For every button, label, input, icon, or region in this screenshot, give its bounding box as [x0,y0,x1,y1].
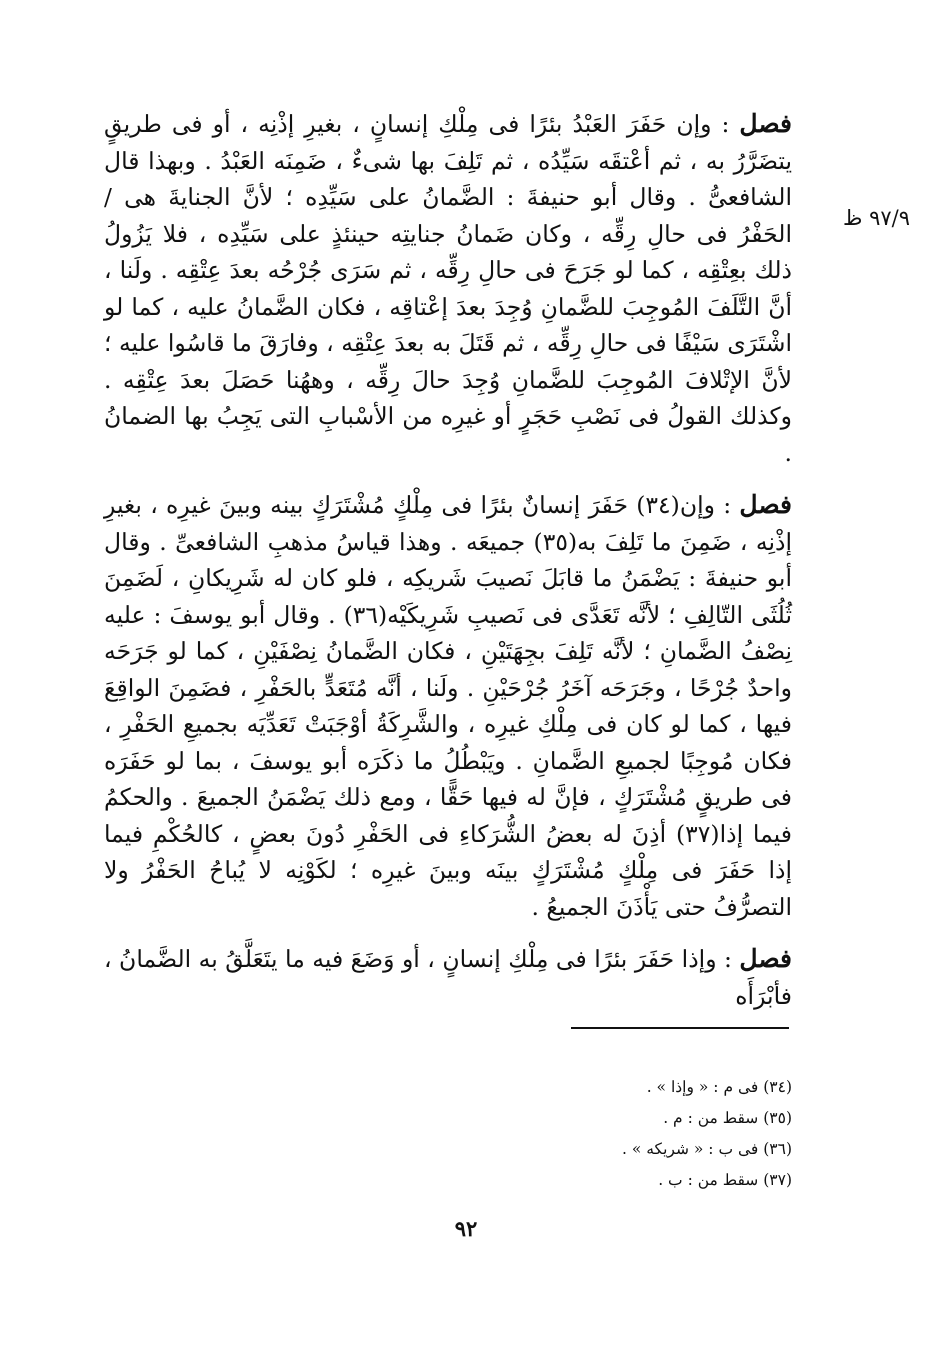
footnote-34: (٣٤) فى م : « وإذا » . [646,1078,792,1096]
main-text [104,106,792,1030]
footnotes [560,1072,792,1196]
paragraph-text: : وإن حَفَرَ العَبْدُ بئرًا فى مِلْكِ إنسانٍ ، بغيرِ إذْنِه ، أو فى طريقٍ يتضَرَّرُ به ، ثم أعْتقَه سَيِّدُه ، ثم تَلِفَ بها شىءٌ ، ضَمِنَه العَبْدُ . وبهذا قال الشافعىُّ . وقال أبو حنيفةَ : الضَّمانُ على سَيِّدِه ؛ لأنَّ الجنايةَ هى / الحَفْرُ فى حالِ رِقِّه ، وكان ضَمانُ جنايتِه حينئذٍ على سَيِّدِه ، فلا يَزُولُ ذلك بعِتْقِه ، كما لو جَرَحَ فى حالِ رِقِّه ، ثم سَرَى جُرْحُه بعدَ عِتْقِه . ولَنا ، أنَّ التَّلَفَ المُوجِبَ للضَّمانِ وُجِدَ بعدَ إعْتاقِه ، فكان الضَّمانُ عليه ، كما لو اشْتَرَى سَيْفًا فى حالِ رِقِّه ، ثم قَتَلَ به بعدَ عِتْقِه ، وفارَقَ ما قاسُوا عليه ؛ لأنَّ الإتْلافَ المُوجِبَ للضَّمانِ وُجِدَ حالَ رِقِّه ، وههُنا حَصَلَ بعدَ عِتْقِه . وكذلك القولُ فى نَصْبِ حَجَرٍ أو غيرِه من الأسْبابِ التى يَجِبُ بها الضمانُ . [104,110,792,467]
manuscript-folio-note: ٩٧/٩ ظ [842,206,910,230]
footnote-35: (٣٥) سقط من : م . [663,1109,792,1127]
paragraph-3 [104,941,792,1014]
footnote-37: (٣٧) سقط من : ب . [658,1171,792,1189]
footnote-separator [571,1027,789,1029]
paragraph-1 [104,106,792,471]
section-heading: فصل [739,109,792,138]
section-heading: فصل [739,944,792,973]
paragraph-text: : وإن(٣٤) حَفَرَ إنسانٌ بئرًا فى مِلْكٍ مُشْتَرَكٍ بينه وبينَ غيرِه ، بغيرِ إذْنِه ، ضَمِنَ ما تَلِفَ به(٣٥) جميعَه . وهذا قياسُ مذهبِ الشافعىِّ . وقال أبو حنيفةَ : يَضْمَنُ ما قابَلَ نَصيبَ شَريكِه ، فلو كان له شَرِيكانِ ، لَضَمِنَ ثُلُثَى التّالِفِ ؛ لأنَّه تَعَدَّى فى نَصيبِ شَرِيكَيْه(٣٦) . وقال أبو يوسفَ : عليه نِصْفُ الضَّمانِ ؛ لأنَّه تَلِفَ بجِهَتَيْنِ ، فكان الضَّمانُ نِصْفَيْنِ ، كما لو جَرَحَه واحدٌ جُرْحًا ، وجَرَحَه آخَرُ جُرْحَيْنِ . ولَنا ، أنَّه مُتَعَدٍّ بالحَفْرِ ، فضَمِنَ الواقِعَ فيها ، كما لو كان فى مِلْكِ غيرِه ، والشَّرِكَةُ أوْجَبَتْ تَعَدِّيَه بجميعِ الحَفْرِ ، فكان مُوجِبًا لجميعِ الضَّمانِ . ويَبْطُلُ ما ذكَرَه أبو يوسفَ ، بما لو حَفَرَه فى طريقٍ مُشْتَرَكٍ ، فإنَّ له فيها حَقًّا ، ومع ذلك يَضْمَنُ الجميعَ . والحكمُ فيما إذا(٣٧) أذِنَ له بعضُ الشُّرَكاءِ فى الحَفْرِ دُونَ بعضٍ ، كالحُكْمِ فيما إذا حَفَرَ فى مِلْكٍ مُشْتَرَكٍ بينَه وبينَ غيرِه ؛ لكَوْنِه لا يُباحُ الحَفْرُ ولا التصرُّفُ حتى يَأْذَنَ الجميعُ . [104,491,793,921]
page-number: ٩٢ [454,1216,478,1241]
paragraph-2 [104,487,792,925]
footnote-36: (٣٦) فى ب : « شريكه » . [621,1140,792,1158]
section-heading: فصل [739,490,792,519]
paragraph-text: : وإذا حَفَرَ بئرًا فى مِلْكِ إنسانٍ ، أو وَضَعَ فيه ما يتَعَلَّقُ به الضَّمانُ ، فأبْرَأَه [104,945,792,1010]
